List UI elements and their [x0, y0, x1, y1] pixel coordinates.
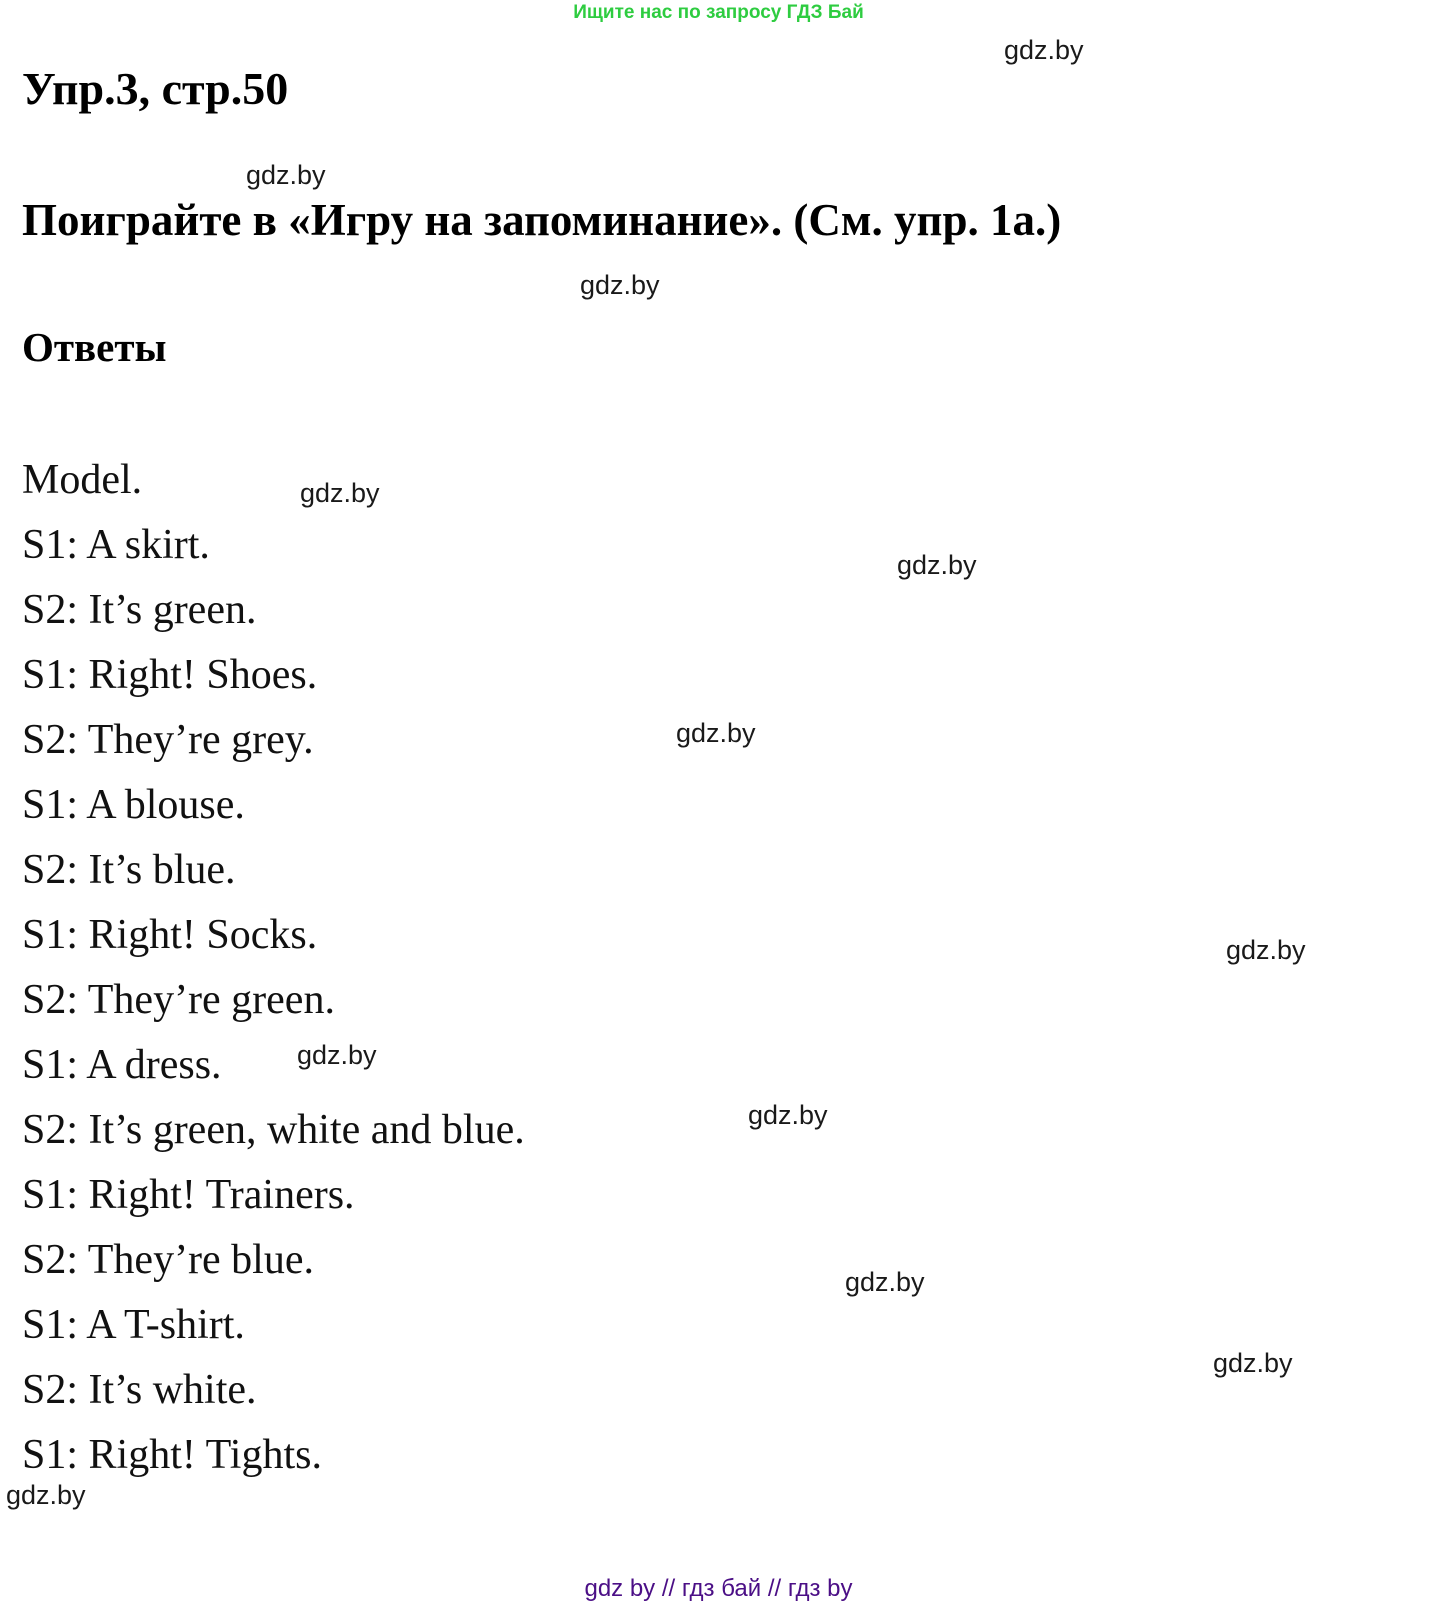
watermark: gdz.by [748, 1100, 828, 1130]
dialogue-line: S2: They’re blue. [22, 1237, 314, 1283]
dialogue-line: S1: Right! Tights. [22, 1432, 322, 1478]
dialogue-block [22, 448, 1222, 1488]
watermark: gdz.by [297, 1040, 377, 1070]
watermark: gdz.by [897, 550, 977, 580]
dialogue-line: S2: It’s green. [22, 587, 257, 633]
watermark: gdz.by [6, 1480, 86, 1510]
dialogue-line: S2: They’re green. [22, 977, 335, 1023]
watermark: gdz.by [1213, 1348, 1293, 1378]
dialogue-line: Model. [22, 457, 143, 503]
dialogue-line: S2: It’s white. [22, 1367, 257, 1413]
exercise-heading: Упр.3, стр.50 [22, 63, 289, 114]
watermark: gdz.by [676, 718, 756, 748]
dialogue-line: S1: Right! Trainers. [22, 1172, 355, 1218]
dialogue-line: S2: It’s green, white and blue. [22, 1107, 525, 1153]
dialogue-line: S1: Right! Shoes. [22, 652, 318, 698]
dialogue-line: S1: A dress. [22, 1042, 222, 1088]
watermark: gdz.by [845, 1267, 925, 1297]
watermark: gdz.by [1004, 35, 1084, 65]
dialogue-line: S1: A skirt. [22, 522, 210, 568]
promo-banner: Ищите нас по запросу ГДЗ Бай [573, 2, 864, 23]
dialogue-line: S1: Right! Socks. [22, 912, 318, 958]
dialogue-line: S2: They’re grey. [22, 717, 314, 763]
watermark: gdz.by [1226, 935, 1306, 965]
answers-heading: Ответы [22, 324, 167, 370]
task-heading: Поиграйте в «Игру на запоминание». (См. упр. 1a.) [22, 195, 1062, 245]
watermark: gdz.by [246, 160, 326, 190]
watermark: gdz.by [300, 478, 380, 508]
dialogue-line: S2: It’s blue. [22, 847, 236, 893]
watermark: gdz.by [580, 270, 660, 300]
dialogue-line: S1: A T-shirt. [22, 1302, 245, 1348]
footer-links: gdz by // гдз бай // гдз by [584, 1575, 853, 1602]
dialogue-line: S1: A blouse. [22, 782, 245, 828]
